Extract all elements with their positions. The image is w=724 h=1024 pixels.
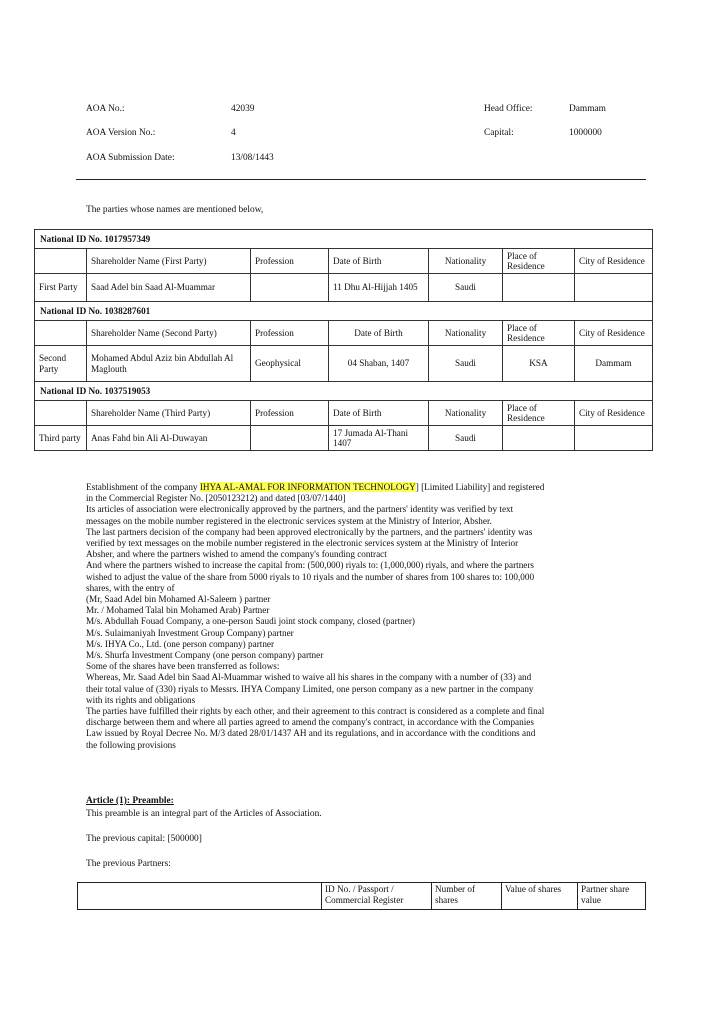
party-3-city (575, 426, 653, 451)
party-3-header-city: City of Residence (575, 401, 653, 426)
prev-header-shares: Number of shares (432, 883, 502, 910)
body-line: Some of the shares have been transferred as follows: (86, 661, 280, 672)
party-1-nationality: Saudi (429, 274, 503, 302)
header-divider (76, 179, 646, 180)
party-2-header-place: Place of Residence (503, 321, 575, 346)
party-3-data-row (35, 426, 653, 451)
aoa-submission-value: 13/08/1443 (231, 153, 274, 163)
party-1-header-place: Place of Residence (503, 249, 575, 274)
intro-text: The parties whose names are mentioned below, (86, 205, 264, 215)
party-3-id: National ID No. 1037519053 (35, 382, 653, 401)
body-line: M/s. Abdullah Fouad Company, a one-person Saudi joint stock company, closed (partner) (86, 616, 415, 627)
head-office-label: Head Office: (484, 104, 533, 114)
body-line: The last partners decision of the company had been approved electronically by the partners, and the partners' identity was (86, 526, 533, 537)
party-3-header-place: Place of Residence (503, 401, 575, 426)
party-3-header-row (35, 401, 653, 426)
party-2-nationality: Saudi (429, 346, 503, 382)
party-2-name: Mohamed Abdul Aziz bin Abdullah Al Maglouth (87, 346, 251, 382)
body-line: messages on the mobile number registered in the electronic services system at the Ministry of Interior, Absher. (86, 515, 492, 526)
establishment-line (86, 482, 646, 493)
party-3-name: Anas Fahd bin Ali Al-Duwayan (87, 426, 251, 451)
body-line: in the Commercial Register No. [2050123212) and dated [03/07/1440] (86, 493, 346, 504)
party-3-dob: 17 Jumada Al-Thani 1407 (329, 426, 429, 451)
party-1-id: National ID No. 1017957349 (35, 230, 653, 249)
party-2-id: National ID No. 1038287601 (35, 302, 653, 321)
capital-label: Capital: (484, 128, 514, 138)
body-line: Law issued by Royal Decree No. M/3 dated 28/01/1437 AH and its regulations, and in accordance with the conditions and (86, 728, 536, 739)
party-1-city (575, 274, 653, 302)
party-2-label: Second Party (35, 346, 87, 382)
article-1-text: This preamble is an integral part of the Articles of Association. (86, 809, 322, 819)
party-1-place (503, 274, 575, 302)
body-line: M/s. IHYA Co., Ltd. (one person company) partner (86, 638, 275, 649)
prev-header-value: Value of shares (502, 883, 578, 910)
party-1-name: Saad Adel bin Saad Al-Muammar (87, 274, 251, 302)
company-name-highlight: IHYA AL-AMAL FOR INFORMATION TECHNOLOGY (199, 482, 416, 492)
body-line: with its rights and obligations (86, 694, 196, 705)
party-2-city: Dammam (575, 346, 653, 382)
party-3-header-nationality: Nationality (429, 401, 503, 426)
party-1-id-row (35, 230, 653, 249)
body-line: Mr. / Mohamed Talal bin Mohamed Arab) Partner (86, 605, 270, 616)
party-3-profession (251, 426, 329, 451)
capital-value: 1000000 (569, 128, 602, 138)
party-2-data-row (35, 346, 653, 382)
party-3-header-dob: Date of Birth (329, 401, 429, 426)
body-line: shares, with the entry of (86, 582, 175, 593)
party-1-header-city: City of Residence (575, 249, 653, 274)
party-1-header-row (35, 249, 653, 274)
aoa-version-label: AOA Version No.: (86, 128, 156, 138)
article-1-title: Article (1): Preamble: (86, 796, 174, 806)
party-3-id-row (35, 382, 653, 401)
party-3-header-profession: Profession (251, 401, 329, 426)
body-line: Whereas, Mr. Saad Adel bin Saad Al-Muammar wished to waive all his shares in the company with a number of (33) and (86, 672, 532, 683)
body-line: discharge between them and where all parties agreed to amend the company's contract, in accordance with the Companies (86, 717, 534, 728)
aoa-submission-label: AOA Submission Date: (86, 153, 175, 163)
body-line: M/s. Shurfa Investment Company (one person company) partner (86, 650, 324, 661)
establishment-prefix: Establishment of the company (86, 482, 200, 492)
party-2-header-row (35, 321, 653, 346)
previous-partners-label: The previous Partners: (86, 859, 171, 869)
party-1-header-profession: Profession (251, 249, 329, 274)
body-line: (Mr, Saad Adel bin Mohamed Al-Saleem ) partner (86, 594, 271, 605)
party-3-header-name: Shareholder Name (Third Party) (87, 401, 251, 426)
party-1-header-dob: Date of Birth (329, 249, 429, 274)
prev-header-partner-value: Partner share value (578, 883, 646, 910)
party-2-header-nationality: Nationality (429, 321, 503, 346)
party-2-header-name: Shareholder Name (Second Party) (87, 321, 251, 346)
aoa-no-label: AOA No.: (86, 104, 125, 114)
body-line: the following provisions (86, 739, 176, 750)
body-line: wished to adjust the value of the share from 5000 riyals to 10 riyals and the number of shares from 100 shares to: 100,000 (86, 571, 535, 582)
party-2-dob: 04 Shaban, 1407 (329, 346, 429, 382)
prev-header-id: ID No. / Passport / Commercial Register (322, 883, 432, 910)
previous-partners-table (77, 882, 646, 910)
aoa-no-value: 42039 (231, 104, 255, 114)
body-line: And where the partners wished to increase the capital from: (500,000) riyals to: (1,000,000) riyals, and where the partners (86, 560, 535, 571)
establishment-suffix: ] [Limited Liability] and registered (415, 482, 545, 492)
party-2-header-city: City of Residence (575, 321, 653, 346)
body-line: verified by text messages on the mobile number registered in the electronic services system at the Ministry of Interior (86, 538, 519, 549)
party-2-header-profession: Profession (251, 321, 329, 346)
party-2-place: KSA (503, 346, 575, 382)
body-paragraphs (86, 482, 646, 751)
head-office-value: Dammam (569, 104, 606, 114)
party-3-nationality: Saudi (429, 426, 503, 451)
party-1-header-nationality: Nationality (429, 249, 503, 274)
parties-table (34, 229, 653, 451)
party-3-place (503, 426, 575, 451)
previous-capital: The previous capital: [500000] (86, 834, 202, 844)
party-1-data-row (35, 274, 653, 302)
body-line: Its articles of association were electronically approved by the partners, and the partners' identity was verified by text (86, 504, 514, 515)
aoa-version-value: 4 (231, 128, 236, 138)
body-line: M/s. Sulaimaniyah Investment Group Company) partner (86, 627, 294, 638)
party-1-dob: 11 Dhu Al-Hijjah 1405 (329, 274, 429, 302)
prev-table-header-row (78, 883, 646, 910)
party-3-label: Third party (35, 426, 87, 451)
party-1-header-name: Shareholder Name (First Party) (87, 249, 251, 274)
party-2-id-row (35, 302, 653, 321)
party-2-header-dob: Date of Birth (329, 321, 429, 346)
body-line: Absher, and where the partners wished to amend the company's founding contract (86, 549, 387, 560)
body-line: The parties have fulfilled their rights by each other, and their agreement to this contract is considered as a complete and final (86, 706, 545, 717)
party-1-label: First Party (35, 274, 87, 302)
party-2-profession: Geophysical (251, 346, 329, 382)
party-1-profession (251, 274, 329, 302)
body-line: their total value of (330) riyals to Messrs. IHYA Company Limited, one person company as a new partner in the company (86, 683, 534, 694)
prev-header-name (78, 883, 322, 910)
